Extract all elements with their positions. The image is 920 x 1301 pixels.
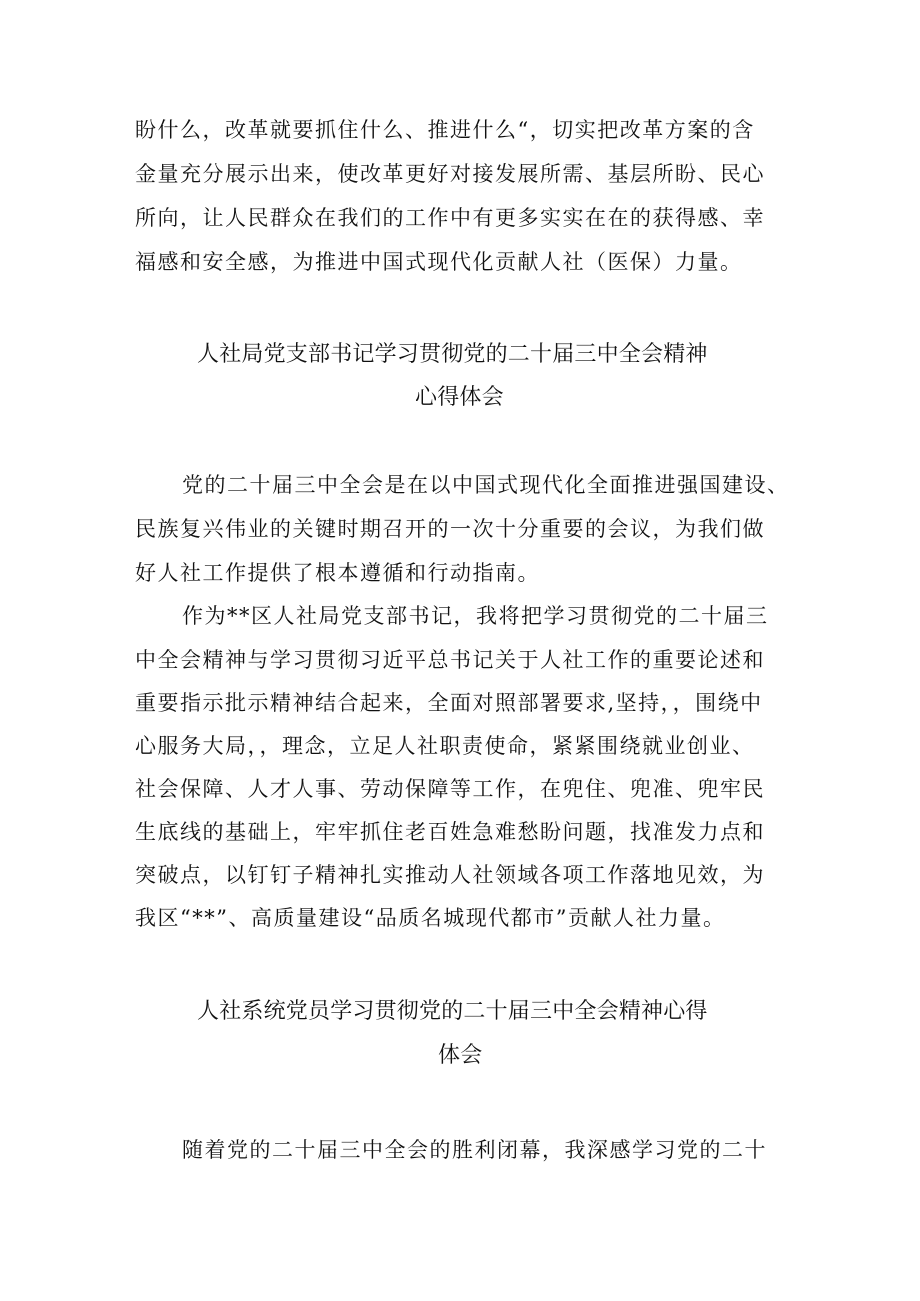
section1-p1-line-1: 党的二十届三中全会是在以中国式现代化全面推进强国建设、 bbox=[182, 473, 790, 497]
section1-p2-line-8: 我区“**”、高质量建设“品质名城现代都市”贡献人社力量。 bbox=[135, 906, 726, 930]
section1-p2-line-2: 中全会精神与学习贯彻习近平总书记关于人社工作的重要论述和 bbox=[135, 648, 765, 672]
section1-p2-line-6: 生底线的基础上，牢牢抓住老百姓急难愁盼问题，找准发力点和 bbox=[135, 820, 765, 844]
intro-line-3: 所向，让人民群众在我们的工作中有更多实实在在的获得感、幸 bbox=[135, 206, 765, 230]
intro-line-4: 福感和安全感，为推进中国式现代化贡献人社（医保）力量。 bbox=[135, 250, 743, 274]
section1-p2-line-7: 突破点，以钉钉子精神扎实推动人社领域各项工作落地见效，为 bbox=[135, 863, 765, 887]
section2-title-line-1: 人社系统党员学习贯彻党的二十届三中全会精神心得 bbox=[197, 999, 708, 1024]
intro-line-2: 金量充分展示出来，使改革更好对接发展所需、基层所盼、民心 bbox=[135, 162, 765, 186]
section1-p2-line-3: 重要指示批示精神结合起来，全面对照部署要求,坚持，，围绕中 bbox=[135, 691, 763, 715]
intro-line-1: 盼什么，改革就要抓住什么、推进什么“，切实把改革方案的含 bbox=[135, 118, 755, 142]
section1-p1-line-2: 民族复兴伟业的关键时期召开的一次十分重要的会议，为我们做 bbox=[135, 517, 765, 541]
section1-p1-line-3: 好人社工作提供了根本遵循和行动指南。 bbox=[135, 561, 540, 585]
section1-p2-line-5: 社会保障、人才人事、劳动保障等工作，在兜住、兜准、兜牢民 bbox=[135, 777, 765, 801]
section2-title-line-2: 体会 bbox=[438, 1043, 483, 1068]
section1-title-line-2: 心得体会 bbox=[415, 385, 504, 410]
section1-title-line-1: 人社局党支部书记学习贯彻党的二十届三中全会精神 bbox=[197, 342, 708, 367]
section1-p2-line-1: 作为**区人社局党支部书记，我将把学习贯彻党的二十届三 bbox=[182, 604, 769, 628]
section2-p1-line-1: 随着党的二十届三中全会的胜利闭幕，我深感学习党的二十 bbox=[182, 1138, 767, 1162]
section1-p2-line-4: 心服务大局，，理念，立足人社职责使命，紧紧围绕就业创业、 bbox=[135, 734, 755, 758]
